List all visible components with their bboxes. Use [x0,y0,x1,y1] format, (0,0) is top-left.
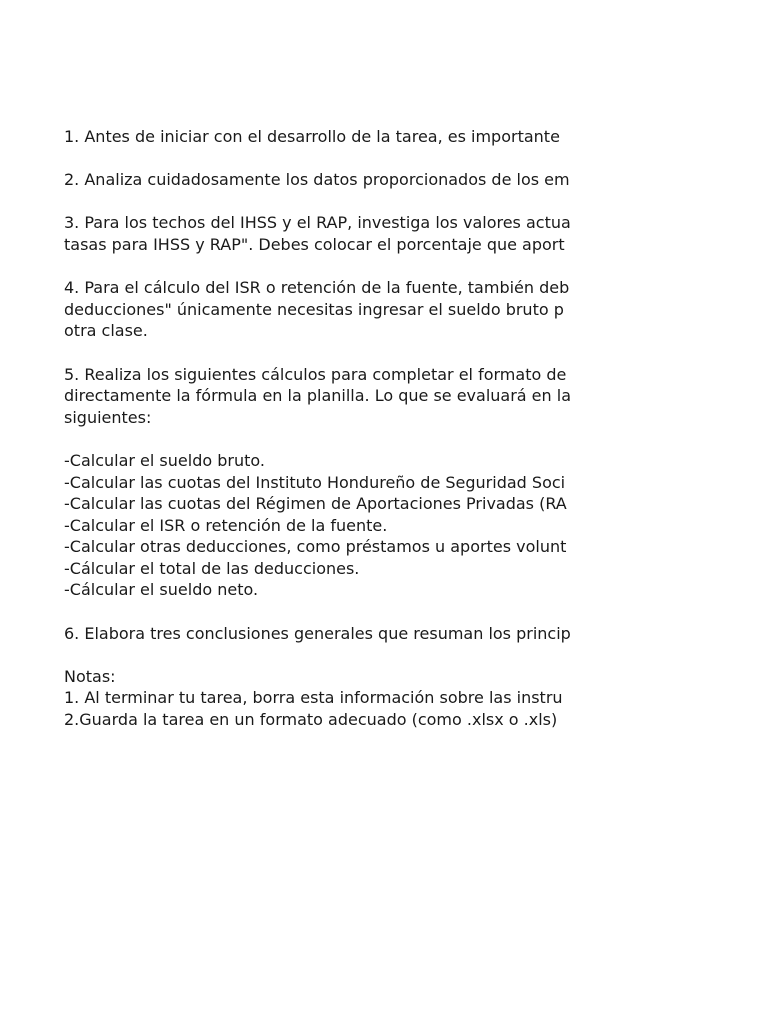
line-gap [64,342,616,364]
line-gap [64,428,616,450]
instruction-line: siguientes: [64,407,152,427]
instruction-line: -Calcular otras deducciones, como préstamos u aportes volunt [64,537,567,557]
instruction-line: -Calcular las cuotas del Régimen de Aportaciones Privadas (RA [64,494,567,514]
note-line: 1. Al terminar tu tarea, borra esta información sobre las instru [64,688,563,708]
instruction-line: 6. Elabora tres conclusiones generales que resuman los princip [64,623,571,643]
notes-heading: Notas: [64,666,116,686]
instruction-line: -Cálcular el sueldo neto. [64,580,259,600]
line-gap [64,191,616,213]
instruction-line: 1. Antes de iniciar con el desarrollo de la tarea, es importante [64,127,560,146]
note-line: 2.Guarda la tarea en un formato adecuado (como .xlsx o .xls) [64,710,558,730]
instruction-line: -Cálcular el total de las deducciones. [64,558,360,578]
instruction-line: -Calcular el ISR o retención de la fuente. [64,515,388,535]
instruction-line: 2. Analiza cuidadosamente los datos proporcionados de los em [64,170,570,190]
line-gap [64,256,616,278]
instruction-line: -Calcular el sueldo bruto. [64,450,265,470]
instruction-line: 5. Realiza los siguientes cálculos para completar el formato de [64,364,567,384]
instruction-line: 4. Para el cálculo del ISR o retención de la fuente, también deb [64,278,570,298]
instructions-text [64,126,616,731]
instruction-line: deducciones" únicamente necesitas ingresar el sueldo bruto p [64,299,564,319]
line-gap [64,148,616,170]
instruction-line: -Calcular las cuotas del Instituto Hondureño de Seguridad Soci [64,472,566,492]
instruction-line: directamente la fórmula en la planilla. Lo que se evaluará en la [64,386,571,406]
line-gap [64,601,616,623]
instruction-line: tasas para IHSS y RAP". Debes colocar el porcentaje que aport [64,234,565,254]
instruction-line: 3. Para los techos del IHSS y el RAP, investiga los valores actua [64,213,571,233]
line-gap [64,644,616,666]
instruction-line: otra clase. [64,321,148,341]
